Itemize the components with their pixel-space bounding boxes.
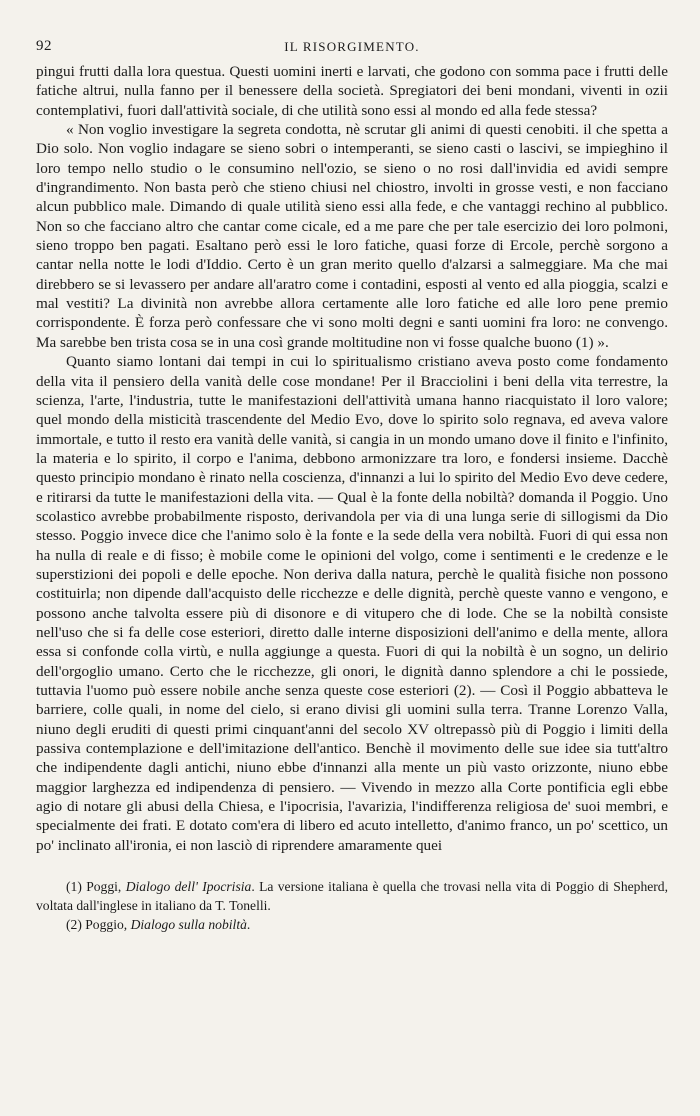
page-number: 92 xyxy=(36,38,52,54)
running-title: IL RISORGIMENTO. xyxy=(284,39,420,54)
footnotes xyxy=(36,877,668,934)
footnote-1-title: Dialogo dell' Ipocrisia xyxy=(125,879,252,895)
footnote-1-prefix: (1) Poggi, xyxy=(66,879,126,895)
paragraph-1: pingui frutti dalla lora questua. Questi uomini inerti e larvati, che godono con somma pace i frutti delle fatiche altrui, nulla fanno per il benessere della società. Spregiatori dei beni mondani, viventi in ozii contemplativi, fuori dall'attività sociale, di che utilità sono essi al mondo ed alla fede stessa? xyxy=(36,63,668,119)
body-text xyxy=(36,62,668,855)
footnote-2-prefix: (2) Poggio, xyxy=(66,917,131,933)
paragraph-3: Quanto siamo lontani dai tempi in cui lo spiritualismo cristiano aveva posto come fondamento della vita il pensiero della vanità delle cose mondane! Per il Bracciolini i beni della vita terrestre, la scienza, l'arte, l'industria, tutte le manifestazioni dell'attività umana hanno riacquistato il loro valore; quel mondo della misticità trascendente del Medio Evo, dove lo spirito solo regnava, ed aveva valore immortale, e tutto il resto era vanità delle vanità, si cangia in un mondo umano dove il finito e l'infinito, la materia e lo spirito, il corpo e l'anima, debbono armonizzare tra loro, e fondersi insieme. Dacchè questo principio mondano è rinato nella coscienza, d'innanzi a lui lo spirito del Medio Evo deve cedere, e ritirarsi da tutte le manifestazioni della vita. — Qual è la fonte della nobiltà? domanda il Poggio. Uno scolastico avrebbe probabilmente risposto, derivandola per via di una lunga serie di sillogismi da Dio stesso. Poggio invece dice che l'animo solo è la fonte e la sede della vera nobiltà. Fuori di qui essa non ha nulla di reale e di fisso; è mobile come le opinioni del volgo, come i sentimenti e le credenze e le superstizioni dei popoli e delle epoche. Non deriva dalla natura, perchè le qualità fisiche non possono costituirla; non dipende dall'acquisto delle ricchezze e delle dignità, perchè queste vanno e vengono, e possono anche talvolta essere più di disonore e di vitupero che di lode. Che se la nobiltà consiste nell'uso che si fa delle cose esteriori, diretto dalle interne disposizioni dell'animo e della mente, allora essa si confonde colla virtù, e nulla aggiunge a questa. Fuori di qui la nobiltà è un sogno, un delirio dell'orgoglio umano. Certo che le ricchezze, gli onori, le dignità danno splendore a chi le possiede, tuttavia l'uomo può essere nobile anche senza queste cose esteriori (2). — Così il Poggio abbatteva le barriere, colle quali, in nome del cielo, si erano divisi gli uomini sulla terra. Tranne Lorenzo Valla, niuno degli eruditi di questi primi cinquant'anni del secolo XV oltrepassò più di Poggio i limiti della passiva contemplazione e dell'imitazione dell'antico. Benchè il movimento delle sue idee sia tutt'altro che indipendente dagli antichi, niuno ebbe d'innanzi alla mente un più vasto orizzonte, niuno ebbe maggior larghezza ed indipendenza di pensiero. — Vivendo in mezzo alla Corte pontificia egli ebbe agio di notare gli abusi della Chiesa, e l'ipocrisia, l'avarizia, l'indifferenza religiosa de' suoi membri, e specialmente dei frati. E dotato com'era di libero ed acuto intelletto, d'animo franco, un po' scettico, un po' inclinato all'ironia, ei non lasciò di riprendere amaramente quei xyxy=(36,353,668,854)
footnote-1-rest: . La versione italiana è quella che trovasi nella vita di Poggio di Shepherd, voltata dall'inglese in italiano da T. Tonelli. xyxy=(36,879,669,914)
footnote-2-title: Dialogo sulla nobiltà xyxy=(130,917,247,933)
footnote-2 xyxy=(36,915,668,934)
paragraph-2-quotation: « Non voglio investigare la segreta condotta, nè scrutar gli animi di questi cenobiti. il che spetta a Dio solo. Non voglio indagare se sieno sobri o intemperanti, se sieno casti o lascivi, se impieghino il loro tempo nello studio o le consumino nell'ozio, se sieno o no rosi dall'invidia ed avidi sempre d'ingrandimento. Non basta però che stieno chiusi nel chiostro, involti in grosse vesti, e non facciano alcun pubblico male. Dimando di quale utilità sieno essi alla fede, e che vantaggi rechino al pubblico. Non so che facciano altro che cantar come cicale, ed a me pare che per tale esercizio dei loro polmoni, sieno troppo ben pagati. Esaltano però essi le loro fatiche, quasi forze di Ercole, perchè sorgono a cantar nella notte le lodi d'Iddio. Certo è un gran merito quello d'alzarsi a salmeggiare. Ma che mai direbbero se si levassero per andare all'aratro come i contadini, esposti al vento ed alla pioggia, scalzi e mal vestiti? La divinità non avrebbe allora certamente alle loro fatiche ed alle loro pene premio corrispondente. È forza però confessare che vi sono molti degni e santi uomini fra loro: ne convengo. Ma sarebbe ben trista cosa se in una così grande moltitudine non vi fosse qualche buono (1) ». xyxy=(36,121,668,351)
footnote-2-rest: . xyxy=(246,917,251,933)
footnote-1 xyxy=(36,877,668,915)
book-page xyxy=(36,38,668,934)
running-head xyxy=(36,38,668,62)
